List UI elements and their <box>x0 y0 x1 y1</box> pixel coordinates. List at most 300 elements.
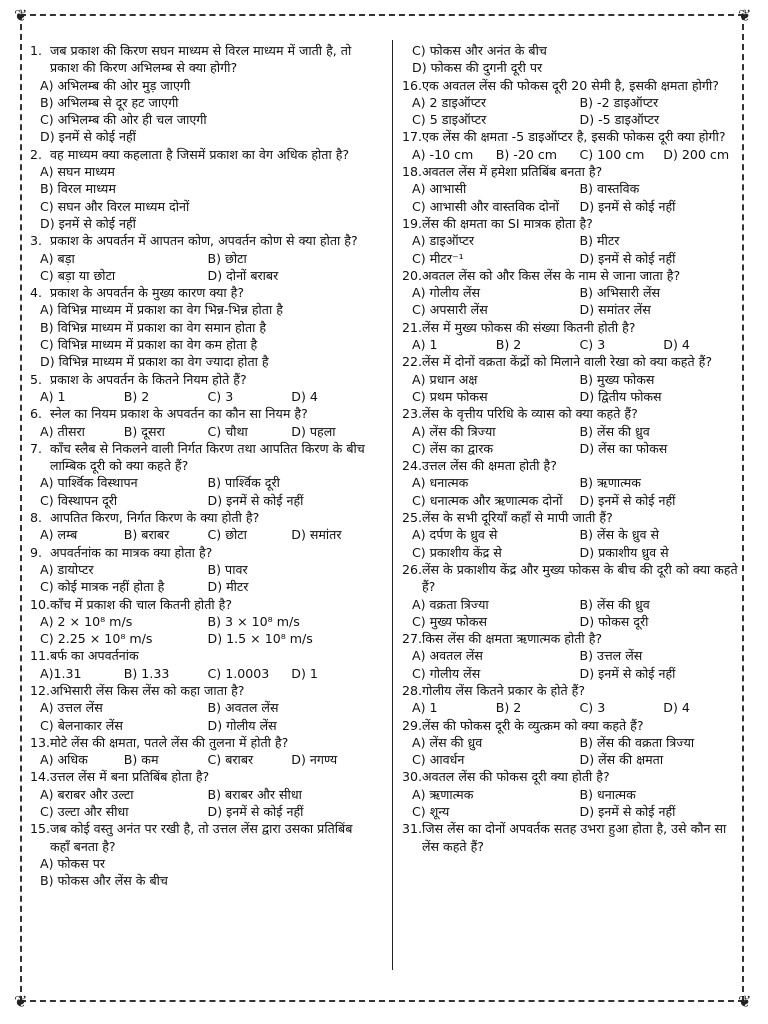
question <box>402 630 747 647</box>
option-row <box>30 474 375 491</box>
question-text: अवतल लेंस की फोकस दूरी क्या होती है? <box>422 769 610 785</box>
option: C) विभिन्न माध्यम में प्रकाश का वेग कम होता है <box>40 337 258 353</box>
question-number: 18. <box>402 164 423 180</box>
option-row <box>402 647 747 664</box>
question-text: लेंस में मुख्य फोकस की संख्या कितनी होती है? <box>422 319 636 335</box>
question-block <box>30 440 375 509</box>
question-text: बर्फ का अपवर्तनांक <box>50 648 139 664</box>
option: D) नगण्य <box>291 752 338 768</box>
option: C) फोकस और अनंत के बीच <box>412 43 547 58</box>
question <box>30 509 375 526</box>
option: C) प्रथम फोकस <box>412 388 488 404</box>
question-block <box>402 319 747 354</box>
question <box>402 509 747 526</box>
question <box>30 768 375 785</box>
option: A) 1 <box>412 700 438 716</box>
question-number: 15. <box>30 821 51 837</box>
option: C) शून्य <box>412 804 450 820</box>
question-text: जब कोई वस्तु अनंत पर रखी है, तो उत्तल लेंस द्वारा उसका प्रतिबिंब कहाँ बनता है? <box>50 821 353 854</box>
option: B) ऋणात्मक <box>579 475 641 491</box>
option: D) -5 डाइऑप्टर <box>579 112 660 128</box>
option: A) बड़ा <box>40 250 75 266</box>
question <box>402 457 747 474</box>
option: C) धनात्मक और ऋणात्मक दोनों <box>412 492 563 508</box>
question-number: 10. <box>30 596 51 612</box>
option-row <box>30 336 375 353</box>
question-block <box>30 42 375 146</box>
option: C) 1.0003 <box>207 665 270 681</box>
option: A) धनात्मक <box>412 475 469 491</box>
option-row <box>30 803 375 820</box>
option: A) 1 <box>40 388 66 404</box>
option: D) इनमें से कोई नहीं <box>40 129 136 145</box>
question-text: अपवर्तनांक का मात्रक क्या होता है? <box>50 544 213 560</box>
option: C) लेंस का द्वारक <box>412 440 494 456</box>
option-row <box>30 77 375 94</box>
option: A) लेंस की ध्रुव <box>412 734 483 750</box>
option: B) 2 <box>495 700 522 716</box>
question-number: 5. <box>30 371 43 387</box>
option: A) बराबर और उल्टा <box>40 786 134 802</box>
option: C) 5 डाइऑप्टर <box>412 112 487 128</box>
question-number: 30. <box>402 769 423 785</box>
question-text: अवतल लेंस में हमेशा प्रतिबिंब बनता है? <box>422 164 603 180</box>
question-text: एक लेंस की क्षमता -5 डाइऑप्टर है, इसकी फोकस दूरी क्या होगी? <box>422 129 726 145</box>
option: B) पावर <box>207 561 248 577</box>
option-row <box>30 855 375 872</box>
option: A) -10 cm <box>412 146 474 162</box>
option: B) लेंस की वक्रता त्रिज्या <box>579 734 695 750</box>
option-row <box>30 319 375 336</box>
ornament-icon: ❦ <box>738 992 752 1011</box>
question-text: एक अवतल लेंस की फोकस दूरी 20 सेमी है, इसकी क्षमता होगी? <box>422 77 719 93</box>
question-block <box>402 820 747 855</box>
option: B) उत्तल लेंस <box>579 648 643 664</box>
question-text: अभिसारी लेंस किस लेंस को कहा जाता है? <box>50 682 245 698</box>
option: C) चौथा <box>207 423 248 439</box>
question-block <box>402 682 747 717</box>
question-block <box>30 734 375 769</box>
question-text: गोलीय लेंस कितने प्रकार के होते हैं? <box>422 682 586 698</box>
option: A) सघन माध्यम <box>40 164 115 180</box>
option: C) 3 <box>579 700 606 716</box>
option: C) अभिलम्ब की ओर ही चल जाएगी <box>40 112 207 128</box>
option: C) अपसारी लेंस <box>412 302 488 318</box>
option: A) उत्तल लेंस <box>40 700 103 716</box>
question <box>402 561 747 596</box>
question <box>402 717 747 734</box>
left-column <box>30 42 375 890</box>
option: D) इनमें से कोई नहीं <box>579 198 676 214</box>
question-text: लेंस में दोनों वक्रता केंद्रों को मिलाने वाली रेखा को क्या कहते हैं? <box>422 354 712 370</box>
option-row <box>402 180 747 197</box>
option: A) अवतल लेंस <box>412 648 483 664</box>
option: C) 100 cm <box>579 146 645 162</box>
option-row <box>402 526 747 543</box>
option: B) लेंस के ध्रुव से <box>579 527 660 543</box>
option: A) आभासी <box>412 181 467 197</box>
ornament-icon: ❦ <box>738 6 752 25</box>
option: C) आवर्धन <box>412 752 465 768</box>
option: D) प्रकाशीय ध्रुव से <box>579 544 669 560</box>
question-text: लेंस की क्षमता का SI मात्रक होता है? <box>422 215 593 231</box>
option: A) गोलीय लेंस <box>412 285 481 301</box>
option: A) ऋणात्मक <box>412 786 474 802</box>
question-block <box>30 768 375 820</box>
option: D) 4 <box>291 388 318 404</box>
question-text: किस लेंस की क्षमता ऋणात्मक होती है? <box>422 631 603 647</box>
option: C) छोटा <box>207 527 247 543</box>
question-number: 4. <box>30 285 43 301</box>
option-row <box>402 301 747 318</box>
option: D) इनमें से कोई नहीं <box>207 804 304 820</box>
question <box>402 353 747 370</box>
question-block <box>402 267 747 319</box>
option-row <box>402 803 747 820</box>
option: C) बेलनाकार लेंस <box>40 717 123 733</box>
option: D) लेंस का फोकस <box>579 440 668 456</box>
option: D) द्वितीय फोकस <box>579 388 662 404</box>
option: B) दूसरा <box>123 423 165 439</box>
question-number: 26. <box>402 561 423 577</box>
question <box>30 734 375 751</box>
option: A) डायोप्टर <box>40 561 94 577</box>
option: C) प्रकाशीय केंद्र से <box>412 544 502 560</box>
question-text: उत्तल लेंस में बना प्रतिबिंब होता है? <box>50 769 210 785</box>
question-block <box>30 509 375 544</box>
option-row <box>30 353 375 370</box>
question-block <box>402 353 747 405</box>
question <box>402 77 747 94</box>
option-row <box>402 336 747 353</box>
option: C) 2.25 × 10⁸ m/s <box>40 631 153 647</box>
question <box>402 768 747 785</box>
question-number: 21. <box>402 319 423 335</box>
question-number: 6. <box>30 406 43 422</box>
question-number: 17. <box>402 129 423 145</box>
option: D) इनमें से कोई नहीं <box>579 804 676 820</box>
question <box>402 820 747 855</box>
option-row <box>402 786 747 803</box>
question-text: जब प्रकाश की किरण सघन माध्यम से विरल माध्यम में जाती है, तो प्रकाश की किरण अभिलम्ब से क्या होगी? <box>50 43 352 76</box>
right-column <box>402 42 747 855</box>
option: A) विभिन्न माध्यम में प्रकाश का वेग भिन्न-भिन्न होता है <box>40 302 283 318</box>
option-row <box>30 128 375 145</box>
option: D) लेंस की क्षमता <box>579 752 664 768</box>
question <box>402 267 747 284</box>
option: B) लेंस की ध्रुव <box>579 423 650 439</box>
option-row <box>402 371 747 388</box>
option: D) समांतर <box>291 527 342 543</box>
option: A) अधिक <box>40 752 88 768</box>
question-text: वह माध्यम क्या कहलाता है जिसमें प्रकाश का वेग अधिक होता है? <box>50 146 350 162</box>
option-row <box>30 180 375 197</box>
option: D) दोनों बराबर <box>207 267 279 283</box>
option: B) अभिलम्ब से दूर हट जाएगी <box>40 94 179 110</box>
question <box>30 146 375 163</box>
option-row <box>30 163 375 180</box>
ornament-icon: ❦ <box>14 6 28 25</box>
question-block <box>402 768 747 820</box>
option: D) इनमें से कोई नहीं <box>579 665 676 681</box>
option: B) अवतल लेंस <box>207 700 279 716</box>
option: B) अभिसारी लेंस <box>579 285 661 301</box>
question-number: 1. <box>30 43 43 58</box>
option-row <box>402 474 747 491</box>
option-row <box>30 578 375 595</box>
question <box>402 215 747 232</box>
option: A) अभिलम्ब की ओर मुड़ जाएगी <box>40 77 191 93</box>
option-row <box>30 786 375 803</box>
question-block <box>30 146 375 232</box>
option-row <box>30 717 375 734</box>
option-row <box>30 492 375 509</box>
question <box>30 232 375 249</box>
question-block <box>30 284 375 370</box>
question-block <box>30 596 375 648</box>
option: B) छोटा <box>207 250 247 266</box>
option: D) इनमें से कोई नहीं <box>579 250 676 266</box>
option-row <box>30 94 375 111</box>
option: D) विभिन्न माध्यम में प्रकाश का वेग ज्यादा होता है <box>40 354 269 370</box>
option-row <box>30 699 375 716</box>
option: C) विस्थापन दूरी <box>40 492 118 508</box>
option: C) 3 <box>207 388 234 404</box>
option: B) मुख्य फोकस <box>579 371 655 387</box>
option-row <box>402 198 747 215</box>
option-row <box>402 232 747 249</box>
option-row <box>402 146 747 163</box>
question-block <box>402 717 747 769</box>
question <box>30 820 375 855</box>
option: B) बराबर <box>123 527 170 543</box>
option: C) मुख्य फोकस <box>412 613 488 629</box>
option: B) 2 <box>495 337 522 353</box>
question-number: 22. <box>402 354 423 370</box>
ornament-icon: ❦ <box>14 992 28 1011</box>
option: C) गोलीय लेंस <box>412 665 481 681</box>
question-number: 2. <box>30 146 43 162</box>
option-row <box>30 561 375 578</box>
option-row <box>30 388 375 405</box>
option: C) मीटर⁻¹ <box>412 250 464 266</box>
question <box>30 284 375 301</box>
option: B) वास्तविक <box>579 181 640 197</box>
question-number: 29. <box>402 717 423 733</box>
question <box>30 42 375 77</box>
question-block <box>402 128 747 163</box>
option: D) 4 <box>663 337 690 353</box>
option: A) लम्ब <box>40 527 78 543</box>
question-block <box>30 544 375 596</box>
question-text: जिस लेंस का दोनों अपवर्तक सतह उभरा हुआ होता है, उसे कौन सा लेंस कहते हैं? <box>422 821 727 854</box>
option: D) समांतर लेंस <box>579 302 651 318</box>
option: B) -2 डाइऑप्टर <box>579 94 659 110</box>
option: A) 1 <box>412 337 438 353</box>
option: C) बड़ा या छोटा <box>40 267 116 283</box>
option-row <box>402 42 747 59</box>
question-number: 23. <box>402 406 423 422</box>
option: C) बराबर <box>207 752 254 768</box>
question-text: अवतल लेंस को और किस लेंस के नाम से जाना जाता है? <box>422 267 681 283</box>
question-block <box>30 647 375 682</box>
question <box>30 596 375 613</box>
question-number: 8. <box>30 510 43 526</box>
option: A) 2 × 10⁸ m/s <box>40 613 133 629</box>
option-row <box>30 267 375 284</box>
question-number: 19. <box>402 215 423 231</box>
question-block <box>30 405 375 440</box>
question-text: उत्तल लेंस की क्षमता होती है? <box>422 458 557 474</box>
option-row <box>30 665 375 682</box>
option-row <box>30 630 375 647</box>
option: B) बराबर और सीधा <box>207 786 302 802</box>
option: D) इनमें से कोई नहीं <box>207 492 304 508</box>
question-block <box>30 682 375 734</box>
option: A) लेंस की त्रिज्या <box>412 423 496 439</box>
question-number: 20. <box>402 267 423 283</box>
question <box>402 405 747 422</box>
question <box>30 682 375 699</box>
question-number: 16. <box>402 77 423 93</box>
question <box>402 128 747 145</box>
option: B) कम <box>123 752 159 768</box>
option: B) विभिन्न माध्यम में प्रकाश का वेग समान होता है <box>40 319 267 335</box>
question-number: 12. <box>30 682 51 698</box>
option-row <box>402 751 747 768</box>
question <box>402 682 747 699</box>
option-row <box>402 388 747 405</box>
option: D) पहला <box>291 423 336 439</box>
question-text: मोटे लेंस की क्षमता, पतले लेंस की तुलना में होती है? <box>50 734 289 750</box>
option: B) लेंस की ध्रुव <box>579 596 650 612</box>
option-row <box>30 872 375 889</box>
column-divider <box>392 40 393 970</box>
option-row <box>402 250 747 267</box>
option: D) मीटर <box>207 579 249 595</box>
option: A)1.31 <box>40 665 82 681</box>
question-number: 31. <box>402 821 423 837</box>
option-row <box>402 59 747 76</box>
option: C) कोई मात्रक नहीं होता है <box>40 579 165 595</box>
question-text: लेंस के सभी दूरियाँ कहाँ से मापी जाती हैं? <box>422 510 613 526</box>
option: A) दर्पण के ध्रुव से <box>412 527 498 543</box>
question <box>30 405 375 422</box>
option-row <box>402 440 747 457</box>
question-text: लेंस के वृत्तीय परिधि के व्यास को क्या कहते हैं? <box>422 406 638 422</box>
question <box>30 544 375 561</box>
question-text: आपतित किरण, निर्गत किरण के क्या होती है? <box>50 510 260 526</box>
question-number: 24. <box>402 458 423 474</box>
option: B) फोकस और लेंस के बीच <box>40 873 168 889</box>
option: D) फोकस दूरी <box>579 613 649 629</box>
option-row <box>402 596 747 613</box>
question-block <box>402 509 747 561</box>
question-block <box>402 215 747 267</box>
option-row <box>402 665 747 682</box>
option-row <box>402 284 747 301</box>
option-row <box>402 613 747 630</box>
option: B) पार्श्विक दूरी <box>207 475 280 491</box>
question-block <box>402 405 747 457</box>
question <box>30 647 375 664</box>
option: C) उल्टा और सीधा <box>40 804 129 820</box>
option-row <box>402 94 747 111</box>
option-row <box>402 699 747 716</box>
option: A) वक्रता त्रिज्या <box>412 596 489 612</box>
question-block <box>30 371 375 406</box>
option: D) 4 <box>663 700 690 716</box>
option-row <box>30 526 375 543</box>
option-row <box>402 544 747 561</box>
question-block <box>402 630 747 682</box>
option: C) सघन और विरल माध्यम दोनों <box>40 198 190 214</box>
option: A) पार्श्विक विस्थापन <box>40 475 138 491</box>
option-row <box>402 492 747 509</box>
option-row <box>30 613 375 630</box>
option: B) 1.33 <box>123 665 170 681</box>
question-text: प्रकाश के अपवर्तन में आपतन कोण, अपवर्तन कोण से क्या होता है? <box>50 233 358 249</box>
option: D) 1.5 × 10⁸ m/s <box>207 631 313 647</box>
option: B) 3 × 10⁸ m/s <box>207 613 300 629</box>
question-block <box>402 561 747 630</box>
question-block <box>402 163 747 215</box>
question-number: 27. <box>402 631 423 647</box>
question <box>402 319 747 336</box>
question-number: 7. <box>30 440 43 456</box>
option: C) 3 <box>579 337 606 353</box>
question-block <box>30 232 375 284</box>
option: B) 2 <box>123 388 150 404</box>
option-row <box>402 734 747 751</box>
question-number: 28. <box>402 682 423 698</box>
question-number: 3. <box>30 233 43 249</box>
option: B) मीटर <box>579 233 620 249</box>
question-text: लेंस के प्रकाशीय केंद्र और मुख्य फोकस के बीच की दूरी को क्या कहते हैं? <box>422 561 738 595</box>
option-row <box>402 423 747 440</box>
question-number: 9. <box>30 544 43 560</box>
option: D) फोकस की दुगनी दूरी पर <box>412 60 543 76</box>
question <box>30 371 375 388</box>
option: B) धनात्मक <box>579 786 636 802</box>
option: B) विरल माध्यम <box>40 181 116 197</box>
option: D) इनमें से कोई नहीं <box>579 492 676 508</box>
question-block <box>402 42 747 77</box>
option: A) प्रधान अक्ष <box>412 371 478 387</box>
question-text: काँच स्लैब से निकलने वाली निर्गत किरण तथा आपतित किरण के बीच लाम्बिक दूरी को क्या कहते हैं? <box>50 440 365 474</box>
question-block <box>402 77 747 129</box>
option-row <box>30 751 375 768</box>
question-number: 25. <box>402 510 423 526</box>
option: A) 2 डाइऑप्टर <box>412 94 487 110</box>
question-number: 11. <box>30 648 51 664</box>
question <box>30 440 375 475</box>
question-text: प्रकाश के अपवर्तन के मुख्य कारण क्या है? <box>50 285 245 301</box>
question-text: काँच में प्रकाश की चाल कितनी होती है? <box>50 596 233 612</box>
option: A) फोकस पर <box>40 855 105 871</box>
option: C) आभासी और वास्तविक दोनों <box>412 198 559 214</box>
question-block <box>402 457 747 509</box>
question-number: 13. <box>30 734 51 750</box>
option-row <box>30 423 375 440</box>
option-row <box>30 198 375 215</box>
question-text: लेंस की फोकस दूरी के व्युत्क्रम को क्या कहते हैं? <box>422 717 644 733</box>
option: D) गोलीय लेंस <box>207 717 277 733</box>
question-block <box>30 820 375 889</box>
option: D) इनमें से कोई नहीं <box>40 215 136 231</box>
option-row <box>30 215 375 232</box>
option: D) 200 cm <box>663 146 730 162</box>
